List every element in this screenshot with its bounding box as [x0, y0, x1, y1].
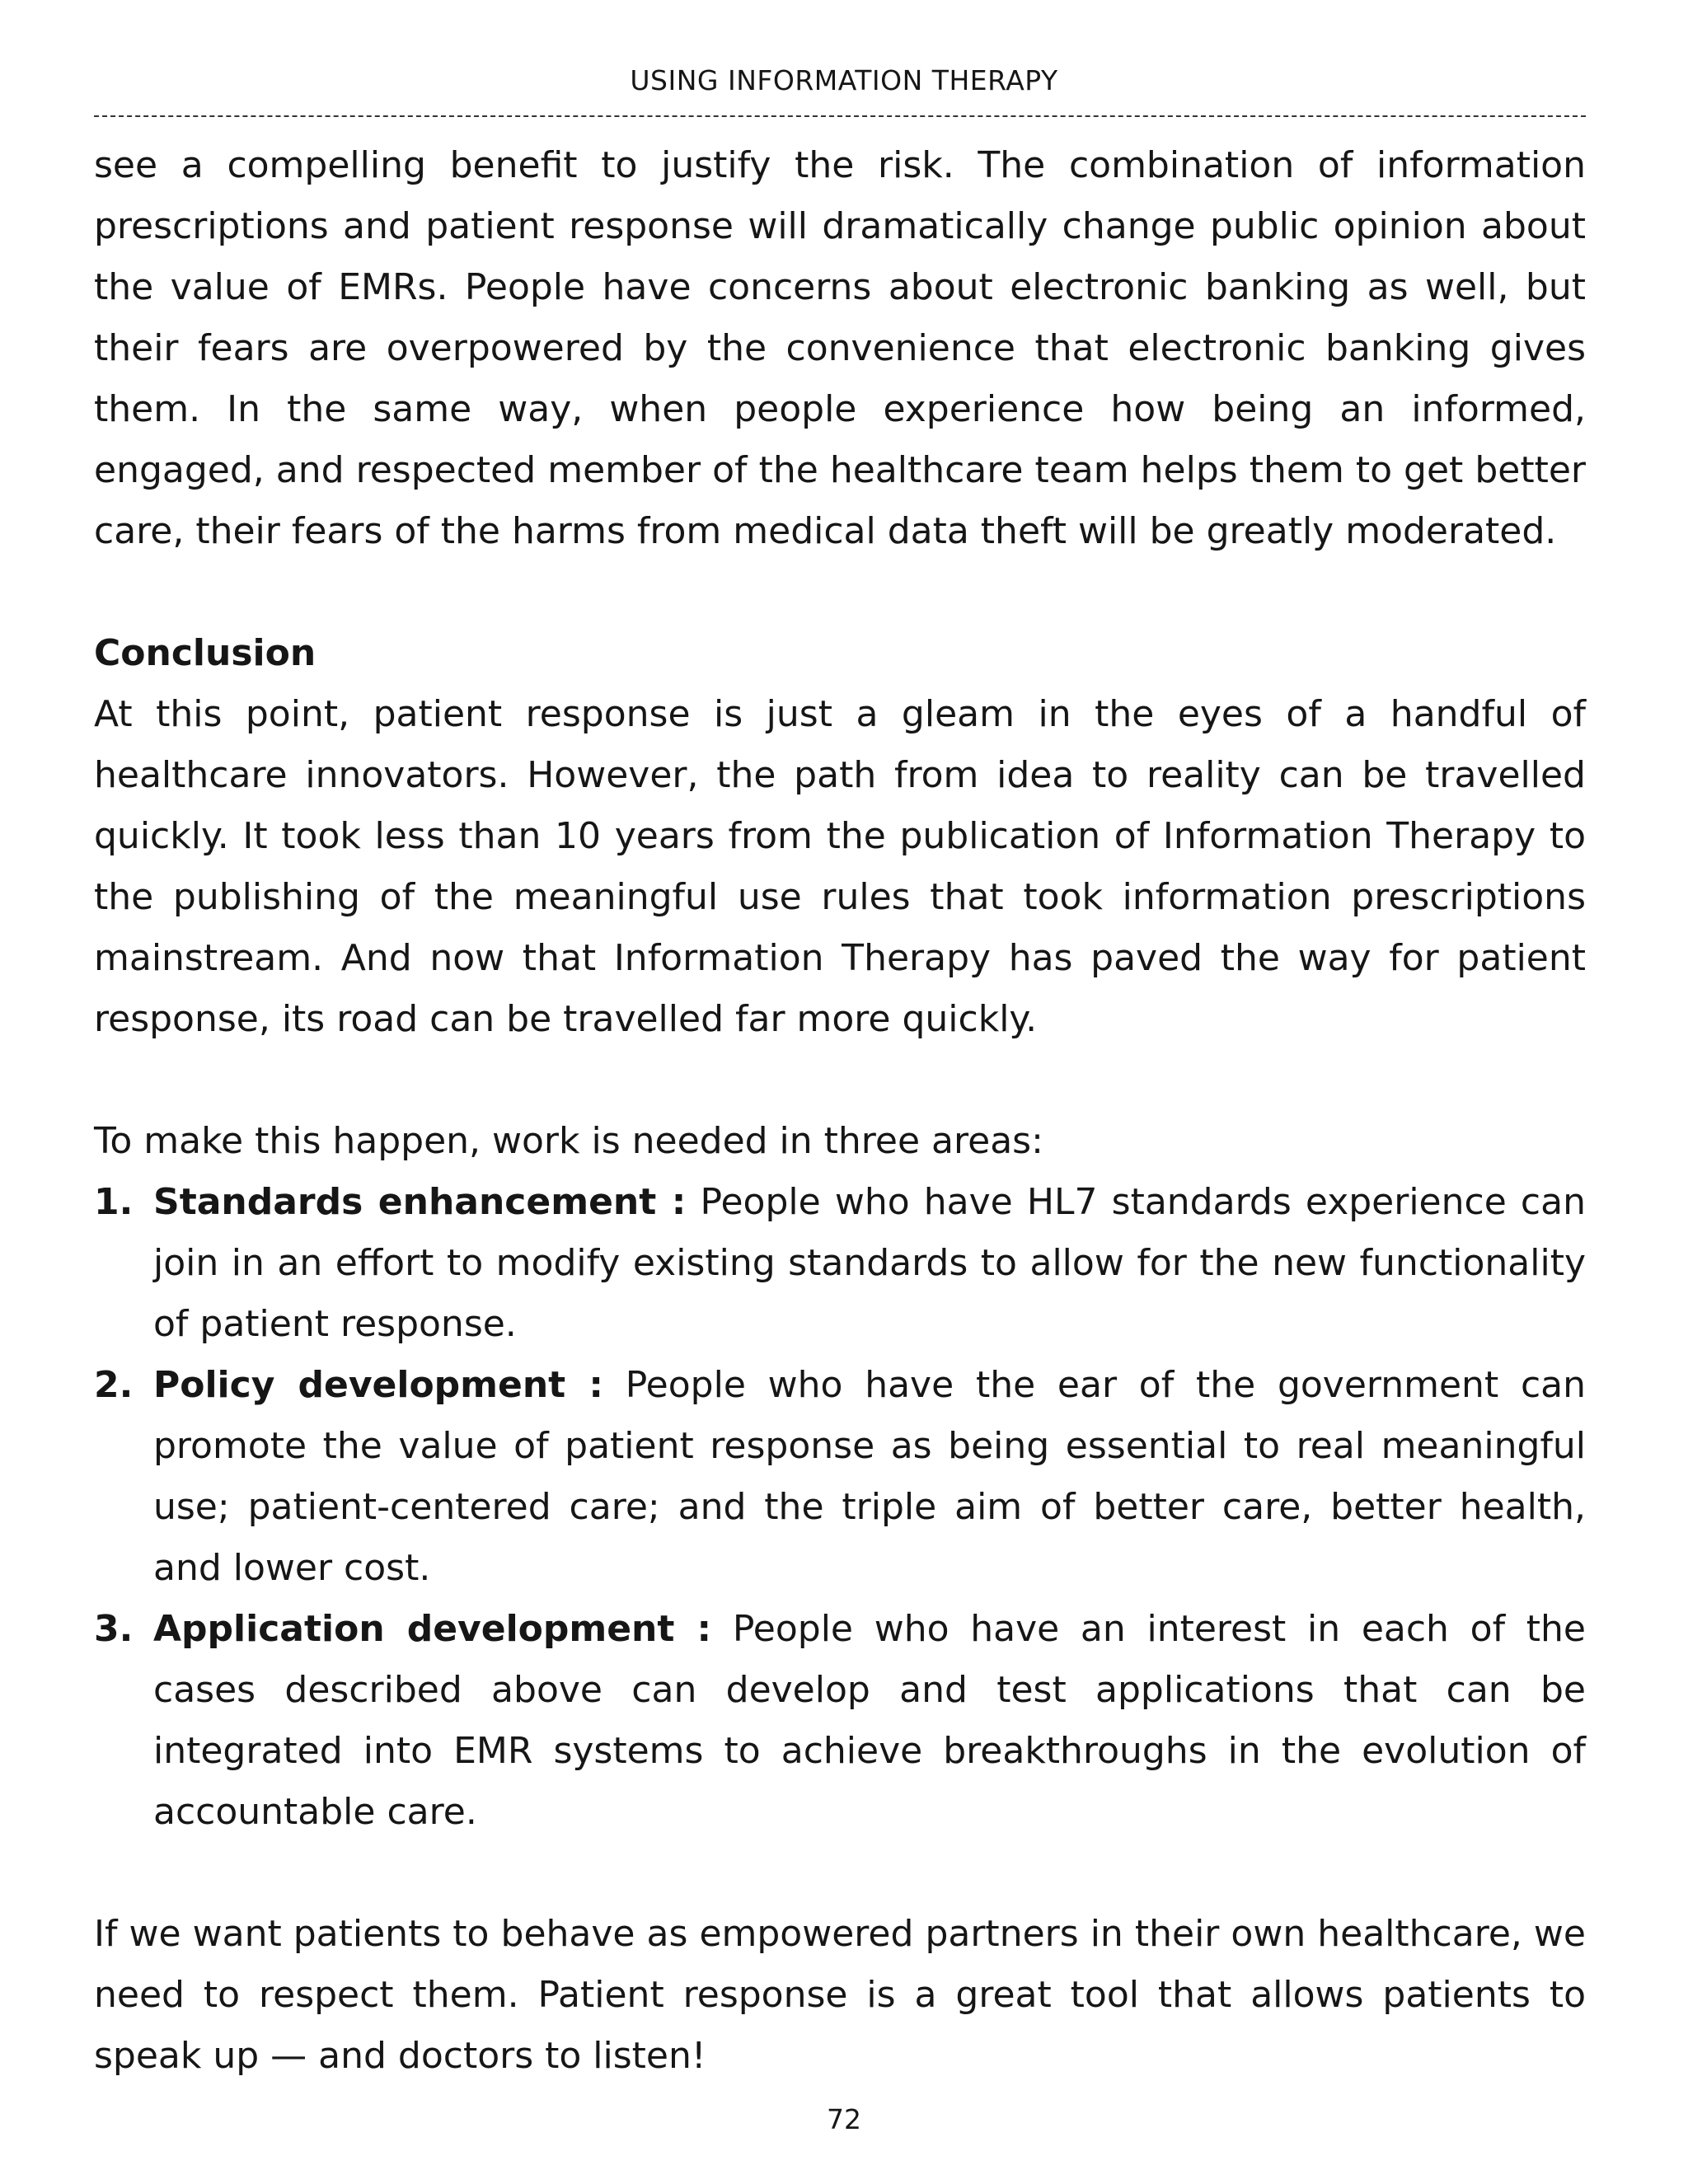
page-number: 72 [827, 2103, 861, 2135]
list-item-text: People who have HL7 standards experience can join in an effort to modify existing standards to allow for the new functionality of patient response. [153, 1181, 1586, 1345]
list-item-term: Standards enhancement : [153, 1181, 687, 1223]
paragraph-spacer [94, 562, 1586, 623]
list-item [94, 1172, 1586, 1355]
list-item-text: People who have an interest in each of the cases described above can develop and test applications that can be integrated into EMR systems to achieve breakthroughs in the evolution of accountable care. [153, 1608, 1586, 1833]
opening-paragraph: see a compelling benefit to justify the risk. The combination of information prescriptions and patient response will dramatically change public opinion about the value of EMRs. People have concerns about electronic banking as well, but their fears are overpowered by the convenience that electronic banking gives them. In the same way, when people experience how being an informed, engaged, and respected member of the healthcare team helps them to get better care, their fears of the harms from medical data theft will be greatly moderated. [94, 144, 1586, 552]
list-item-number: 3. [94, 1608, 134, 1650]
list-intro: To make this happen, work is needed in three areas: [94, 1120, 1043, 1162]
list-item-term: Application development : [153, 1608, 712, 1650]
list-item-text: People who have the ear of the government can promote the value of patient response as being essential to real meaningful use; patient-centered care; and the triple aim of better care, better health, and lower cost. [153, 1364, 1586, 1589]
closing-paragraph: If we want patients to behave as empowered partners in their own healthcare, we need to respect them. Patient response is a great tool that allows patients to speak up — and doctors to listen! [94, 1913, 1586, 2077]
work-areas-list [94, 1172, 1586, 1843]
conclusion-paragraph: At this point, patient response is just a gleam in the eyes of a handful of healthcare innovators. However, the path from idea to reality can be travelled quickly. It took less than 10 years from the publication of Information Therapy to the publishing of the meaningful use rules that took information prescriptions mainstream. And now that Information Therapy has paved the way for patient response, its road can be travelled far more quickly. [94, 693, 1586, 1040]
page-body [94, 135, 1586, 2087]
conclusion-heading: Conclusion [94, 632, 316, 674]
list-item [94, 1355, 1586, 1599]
header-dashed-rule [94, 115, 1586, 117]
paragraph-spacer [94, 1843, 1586, 1904]
list-item-number: 2. [94, 1364, 134, 1406]
running-header: USING INFORMATION THERAPY [630, 64, 1058, 96]
list-item-number: 1. [94, 1181, 134, 1223]
list-item-term: Policy development : [153, 1364, 603, 1406]
paragraph-spacer [94, 1050, 1586, 1111]
list-item [94, 1599, 1586, 1843]
